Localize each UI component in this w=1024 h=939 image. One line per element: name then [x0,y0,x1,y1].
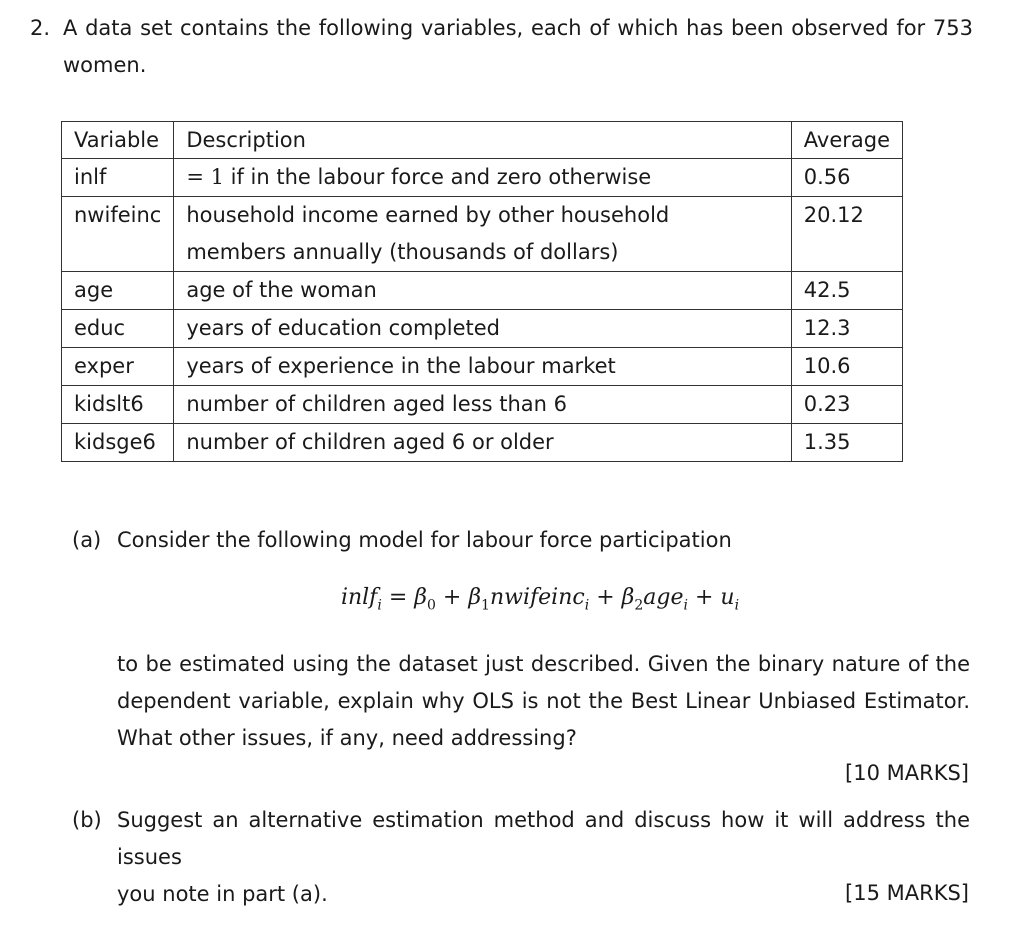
question-number: 2. [30,16,51,40]
eq-beta0: β [414,585,427,610]
cell-average: 0.56 [791,159,902,197]
cell-average: 42.5 [791,272,902,310]
part-a-body-line2: dependent variable, explain why OLS is not the Best Linear Unbiased Estimator. [117,689,970,713]
eq-term2: age [643,585,684,610]
cell-variable: age [62,272,174,310]
eq-beta2-sub: 2 [634,597,644,614]
eq-plus2: + [596,585,615,610]
eq-lhs: inlf [340,585,378,610]
cell-description-line2: members annually (thousands of dollars) [186,240,619,264]
part-b-marks: [15 MARKS] [845,881,969,905]
table-row [62,348,903,386]
part-a-body-line1: to be estimated using the dataset just described. Given the binary nature of the [117,652,970,676]
cell-average: 12.3 [791,310,902,348]
eq-error: u [720,585,735,610]
table-row [62,310,903,348]
table-row [62,159,903,197]
table-header-row [62,122,903,159]
table-row [62,272,903,310]
question-intro-line1: A data set contains the following variables, each of which has been observed for 753 [63,16,973,40]
eq-beta2: β [621,585,635,610]
cell-description: number of children aged less than 6 [174,386,791,424]
model-equation [0,585,1024,613]
cell-description [174,159,791,197]
eq-term1-sub: i [584,597,590,614]
cell-variable: educ [62,310,174,348]
eq-plus3: + [694,585,714,610]
eq-term1: nwifeinc [489,585,585,610]
part-b-label: (b) [72,808,102,832]
cell-description: years of experience in the labour market [174,348,791,386]
cell-variable: kidslt6 [62,386,174,424]
eq-error-sub: i [734,597,740,614]
cell-description: number of children aged 6 or older [174,424,791,462]
eq-equals: = [388,585,408,610]
cell-description: years of education completed [174,310,791,348]
part-a-body-line3: What other issues, if any, need addressing? [117,726,577,750]
cell-description: age of the woman [174,272,791,310]
part-b-body [117,802,970,913]
cell-variable: nwifeinc [62,197,174,272]
header-average: Average [791,122,902,159]
part-a-label: (a) [72,528,102,552]
cell-description-line1: household income earned by other household [186,203,670,227]
table-row [62,386,903,424]
cell-variable: kidsge6 [62,424,174,462]
cell-variable: exper [62,348,174,386]
cell-description-prefix: = 1 [186,165,224,189]
cell-description [174,197,791,272]
question-intro-line2: women. [63,53,147,77]
header-variable: Variable [62,122,174,159]
eq-term2-sub: i [683,597,688,614]
part-a-intro: Consider the following model for labour force participation [117,528,732,552]
eq-lhs-sub: i [377,597,382,614]
eq-plus1: + [442,585,462,610]
part-b-body-line2: you note in part (a). [117,882,328,906]
header-description: Description [174,122,791,159]
table-row [62,424,903,462]
cell-description-text: if in the labour force and zero otherwise [230,165,652,189]
eq-beta1: β [468,585,482,610]
part-a-marks: [10 MARKS] [845,761,969,785]
cell-average: 0.23 [791,386,902,424]
eq-beta0-sub: 0 [426,597,436,614]
cell-average: 1.35 [791,424,902,462]
part-b-body-line1: Suggest an alternative estimation method and discuss how it will address the issues [117,808,970,869]
variables-table [61,121,903,462]
part-a-body [117,646,970,757]
cell-average: 20.12 [791,197,902,272]
cell-variable: inlf [62,159,174,197]
eq-beta1-sub: 1 [481,597,490,614]
cell-average: 10.6 [791,348,902,386]
table-row [62,197,903,272]
